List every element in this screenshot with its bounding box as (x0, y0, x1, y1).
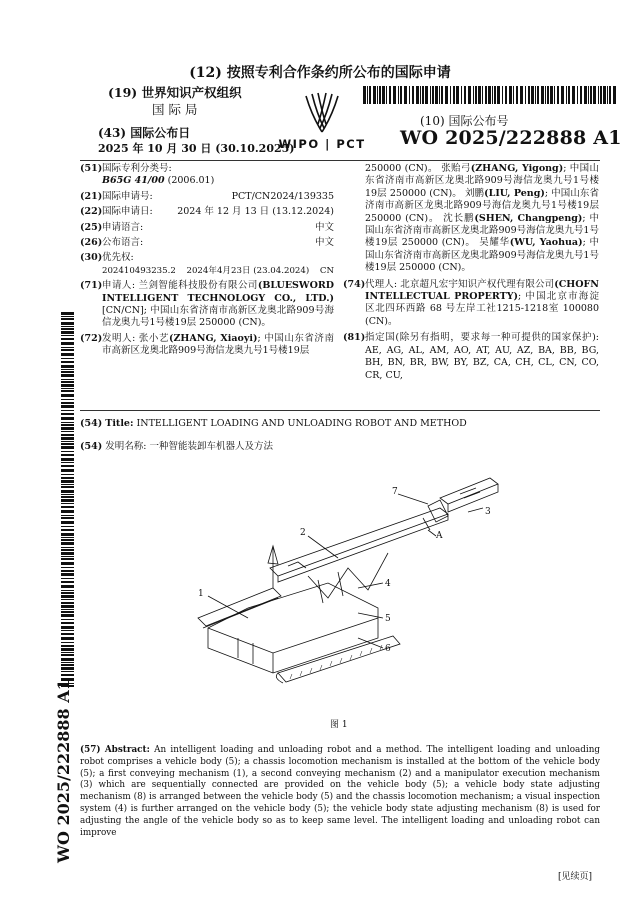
document-title: (12) 按照专利合作条约所公布的国际申请 (189, 65, 451, 81)
bibliographic-right-column (343, 163, 599, 385)
figure-caption: 图 1 (330, 720, 348, 730)
continued-notice: [见续页] (558, 872, 593, 882)
field-22: (22) 国际申请日: 2024 年 12 月 13 日 (13.12.2024) (80, 206, 334, 218)
organization-name: (19) 世界知识产权组织 国 际 局 (108, 85, 242, 117)
label-2: 2 (300, 528, 306, 538)
label-4: 4 (385, 579, 391, 589)
english-title: (54) Title: INTELLIGENT LOADING AND UNLOADING ROBOT AND METHOD (80, 418, 467, 429)
field-21: (21) 国际申请号: PCT/CN2024/139335 (80, 190, 334, 202)
side-publication-number: WO 2025/222888 A1 (54, 679, 73, 863)
field-72-continued: 250000 (CN)。 张贻弓(ZHANG, Yigong); 中国山东省济南市高新区龙奥北路909号海信龙奥九号1号楼19层 250000 (CN)。 刘鹏(LIU, Peng); 中国山东省济南市高新区龙奥北路909号海信龙奥九号1号楼19层 250000 (CN)。 沈长鹏(SHEN, Changpeng); 中国山东省济南市高新区龙奥北路909号海信龙奥九号1号楼19层 250000 (CN)。 吴耀华(WU, Yaohua); 中国山东省济南市高新区龙奥北路909号海信龙奥九号1号楼19层 250000 (CN)。 (365, 163, 599, 274)
organization-sub: 国 际 局 (152, 102, 198, 117)
field-81: (81) 指定国(除另有指明，要求每一种可提供的国家保护): AE, AG, AL, AM, AO, AT, AU, AZ, BA, BB, BG, BH, BN, BR, BW, BY, BZ, CA, CH, CL, CN, CO, CR, CU, (343, 332, 599, 381)
field-71: (71) 申请人: 兰剑智能科技股份有限公司(BLUESWORD INTELLIGENT TECHNOLOGY CO., LTD.) [CN/CN]; 中国山东省济南市高新区龙奥北路909号海信龙奥九号1号楼19层 250000 (CN)。 (80, 280, 334, 329)
field-26: (26) 公布语言: 中文 (80, 237, 334, 249)
publication-number: WO 2025/222888 A1 (400, 127, 622, 149)
abstract: (57) Abstract: An intelligent loading and unloading robot and a method. The intelligent loading and unloading robot comprises a vehicle body (5); a chassis locomotion mechanism is installed at the bottom of the vehicle body (5); a first conveying mechanism (1), a second conveying mechanism (2) and a manipulator execution mechanism (3) which are sequentially connected are provided on the vehicle body (5); a vehicle body state adjusting mechanism (8) is arranged between the vehicle body (5) and the chassis locomotion mechanism; a visual inspection system (4) is further arranged on the vehicle body (5); the vehicle body state adjusting mechanism (8) is used for adjusting the angle of the vehicle body so as to keep same level. The intelligent loading and unloading robot can improve (80, 745, 600, 838)
body-divider (80, 410, 600, 411)
chinese-title: (54) 发明名称: 一种智能装卸车机器人及方法 (80, 441, 273, 452)
field-30: (30) 优先权: 202410493235.2 2024年4月23日 (23.04.2024) CN (80, 252, 334, 276)
robot-figure (178, 468, 508, 718)
header-divider (80, 160, 600, 161)
publication-date: (43) 国际公布日 2025 年 10 月 30 日 (30.10.2025) (98, 126, 295, 155)
wipo-pct-label: WIPO | PCT (278, 137, 366, 151)
label-5: 5 (385, 614, 391, 624)
field-74: (74) 代理人: 北京超凡宏宇知识产权代理有限公司(CHOFN INTELLECTUAL PROPERTY); 中国北京市海淀区北四环西路 68 号左岸工社1215-1218室 100080 (CN)。 (343, 278, 599, 327)
bibliographic-left-column (80, 163, 334, 361)
field-51: (51) 国际专利分类号: B65G 41/00 (2006.01) (80, 163, 215, 187)
label-a: A (436, 531, 443, 541)
top-barcode (363, 86, 623, 104)
field-25: (25) 申请语言: 中文 (80, 221, 334, 233)
label-6: 6 (385, 644, 391, 654)
field-72: (72) 发明人: 张小艺(ZHANG, Xiaoyi); 中国山东省济南市高新区龙奥北路909号海信龙奥九号1号楼19层 (80, 332, 334, 357)
label-3: 3 (485, 507, 491, 517)
label-1: 1 (198, 589, 204, 599)
side-barcode (61, 312, 74, 692)
publication-number-label: (10) 国际公布号 (420, 114, 509, 128)
label-7: 7 (392, 487, 398, 497)
